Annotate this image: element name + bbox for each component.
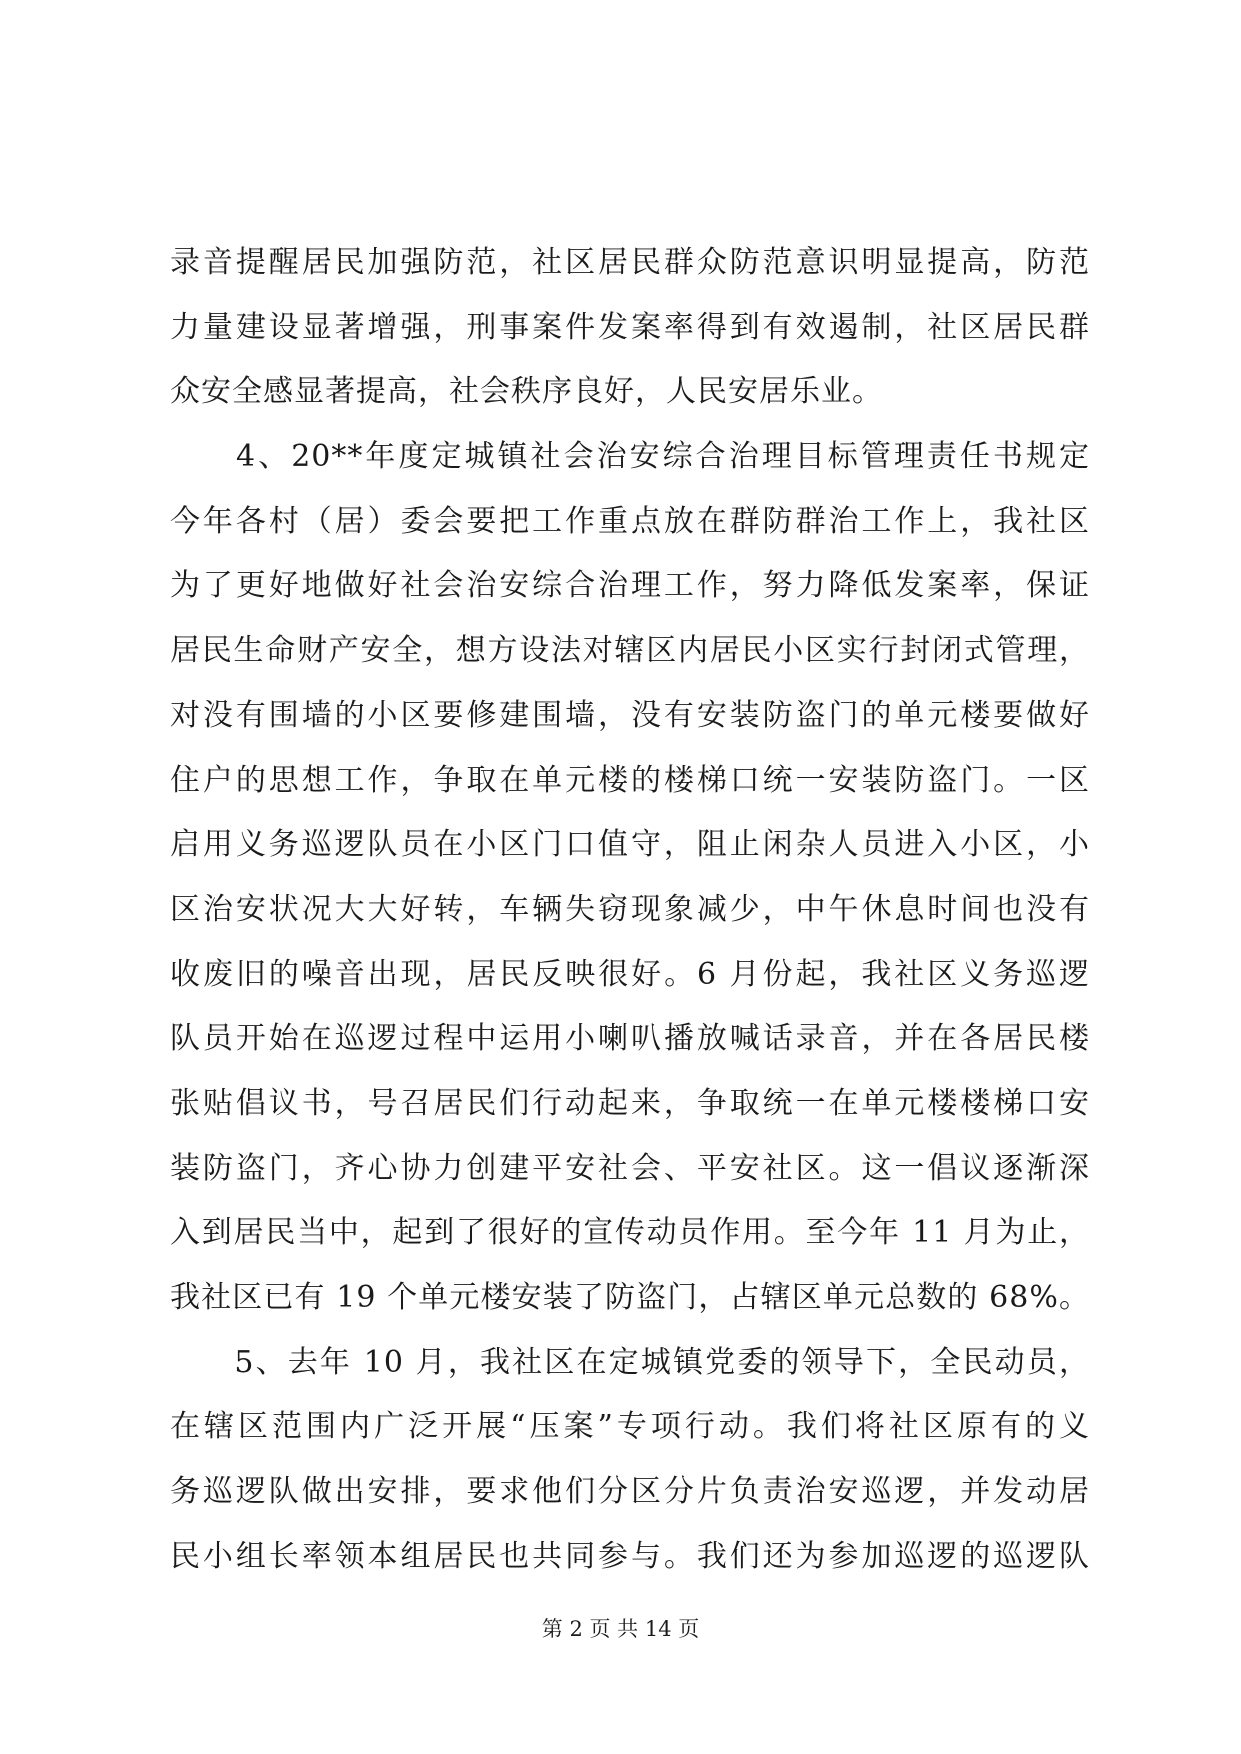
document-body <box>170 231 1090 1589</box>
text-line: 区治安状况大大好转，车辆失窃现象减少，中午休息时间也没有 <box>170 891 1090 927</box>
text-line: 为了更好地做好社会治安综合治理工作，努力降低发案率，保证 <box>170 568 1090 604</box>
text-line: 5、去年 10 月，我社区在定城镇党委的领导下，全民动员， <box>170 1344 1090 1380</box>
text-line: 录音提醒居民加强防范，社区居民群众防范意识明显提高，防范 <box>170 245 1090 280</box>
text-line: 收废旧的噪音出现，居民反映很好。6 月份起，我社区义务巡逻 <box>170 956 1090 992</box>
text-line: 力量建设显著增强，刑事案件发案率得到有效遏制，社区居民群 <box>170 309 1090 345</box>
text-line: 今年各村（居）委会要把工作重点放在群防群治工作上，我社区 <box>170 503 1090 539</box>
text-line: 启用义务巡逻队员在小区门口值守，阻止闲杂人员进入小区，小 <box>170 827 1090 863</box>
page-footer: 第 2 页 共 14 页 <box>541 1617 700 1641</box>
text-line: 张贴倡议书，号召居民们行动起来，争取统一在单元楼楼梯口安 <box>170 1085 1090 1121</box>
text-line: 务巡逻队做出安排，要求他们分区分片负责治安巡逻，并发动居 <box>170 1474 1090 1510</box>
text-line: 入到居民当中，起到了很好的宣传动员作用。至今年 11 月为止， <box>170 1215 1090 1251</box>
text-line: 队员开始在巡逻过程中运用小喇叭播放喊话录音，并在各居民楼 <box>170 1021 1090 1057</box>
text-line: 民小组长率领本组居民也共同参与。我们还为参加巡逻的巡逻队 <box>170 1538 1090 1574</box>
text-line: 4、20**年度定城镇社会治安综合治理目标管理责任书规定 <box>170 439 1090 475</box>
text-line: 装防盗门，齐心协力创建平安社会、平安社区。这一倡议逐渐深 <box>170 1150 1090 1186</box>
text-line: 在辖区范围内广泛开展“压案”专项行动。我们将社区原有的义 <box>170 1409 1090 1445</box>
text-line: 居民生命财产安全，想方设法对辖区内居民小区实行封闭式管理， <box>170 633 1090 669</box>
text-line: 对没有围墙的小区要修建围墙，没有安装防盗门的单元楼要做好 <box>170 697 1090 733</box>
text-line: 住户的思想工作，争取在单元楼的楼梯口统一安装防盗门。一区 <box>170 762 1090 798</box>
text-line: 众安全感显著提高，社会秩序良好，人民安居乐业。 <box>170 374 883 410</box>
text-line: 我社区已有 19 个单元楼安装了防盗门，占辖区单元总数的 68%。 <box>170 1280 1090 1315</box>
